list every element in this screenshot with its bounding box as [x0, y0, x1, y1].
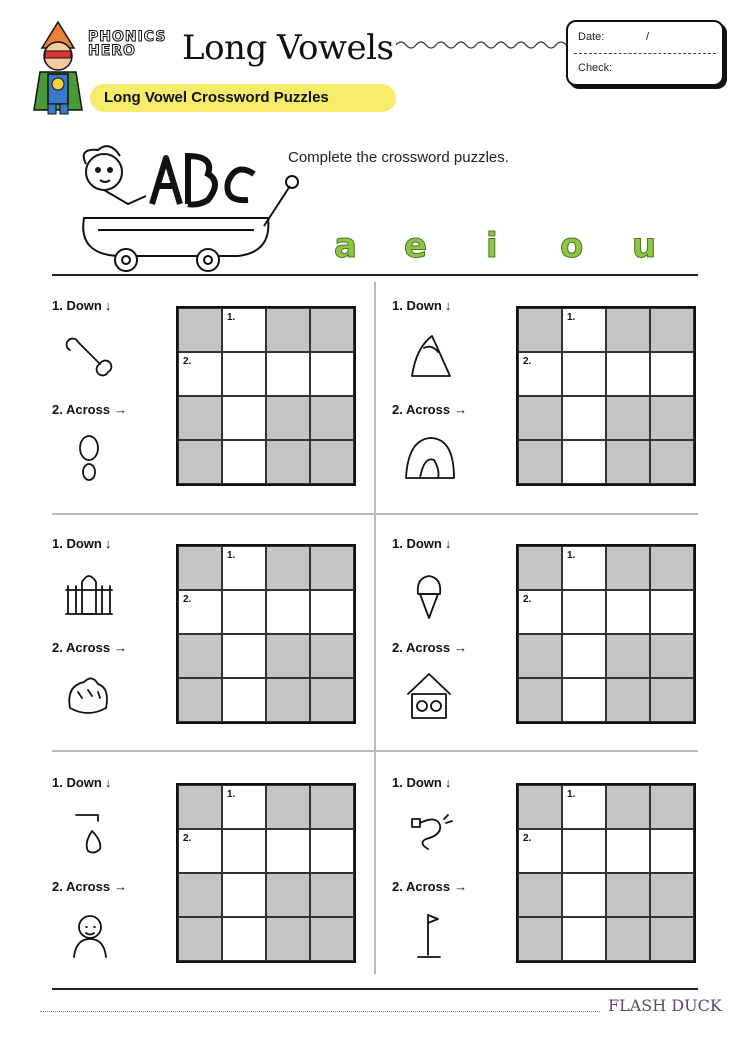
- arrow-across-icon: →: [114, 640, 128, 655]
- clue-down-text: 1. Down: [392, 298, 442, 313]
- clue-across-text: 2. Across: [52, 640, 111, 655]
- blocked-cell: [650, 917, 694, 961]
- blocked-cell: [650, 785, 694, 829]
- blocked-cell: [178, 785, 222, 829]
- arrow-across-icon: →: [114, 402, 128, 417]
- bottom-rule: [52, 988, 698, 990]
- clue-down-label: [52, 536, 111, 551]
- answer-cell[interactable]: [562, 546, 606, 590]
- clue-down-label: [392, 775, 451, 790]
- clue-across-label: [392, 879, 467, 894]
- answer-cell[interactable]: [222, 634, 266, 678]
- clue-number-2: 2.: [523, 356, 532, 367]
- answer-cell[interactable]: [310, 352, 354, 396]
- vowel-u: u: [632, 226, 657, 266]
- clue-down-label: [392, 536, 451, 551]
- blocked-cell: [266, 917, 310, 961]
- blocked-cell: [606, 440, 650, 484]
- blocked-cell: [266, 308, 310, 352]
- answer-cell[interactable]: [518, 829, 562, 873]
- answer-cell[interactable]: [178, 829, 222, 873]
- hose-icon: [402, 805, 456, 859]
- answer-cell[interactable]: [562, 590, 606, 634]
- blocked-cell: [518, 440, 562, 484]
- arrow-down-icon: ↓: [104, 775, 112, 790]
- clue-across-label: [392, 640, 467, 655]
- page-title: Long Vowels: [182, 28, 394, 68]
- blocked-cell: [310, 546, 354, 590]
- answer-cell[interactable]: [222, 440, 266, 484]
- phonics-hero-mascot-icon: [28, 18, 88, 118]
- blocked-cell: [266, 678, 310, 722]
- blocked-cell: [518, 678, 562, 722]
- answer-cell[interactable]: [562, 440, 606, 484]
- hood-icon: [402, 328, 456, 382]
- arrow-across-icon: →: [454, 402, 468, 417]
- answer-cell[interactable]: [650, 829, 694, 873]
- clue-number-1: 1.: [227, 789, 236, 800]
- clue-down-text: 1. Down: [52, 775, 102, 790]
- blocked-cell: [518, 396, 562, 440]
- flag-pole-icon: [402, 907, 456, 961]
- answer-cell[interactable]: [562, 352, 606, 396]
- answer-cell[interactable]: [606, 590, 650, 634]
- home-icon: [402, 668, 456, 722]
- blocked-cell: [178, 917, 222, 961]
- answer-cell[interactable]: [562, 785, 606, 829]
- answer-cell[interactable]: [222, 829, 266, 873]
- worksheet-subtitle: Long Vowel Crossword Puzzles: [104, 89, 329, 106]
- blocked-cell: [518, 308, 562, 352]
- answer-cell[interactable]: [518, 352, 562, 396]
- date-box-divider: [574, 53, 716, 54]
- answer-cell[interactable]: [650, 352, 694, 396]
- clue-number-2: 2.: [183, 594, 192, 605]
- clue-across-label: [392, 402, 467, 417]
- answer-cell[interactable]: [222, 546, 266, 590]
- arrow-across-icon: →: [454, 879, 468, 894]
- vowel-a: a: [334, 226, 357, 266]
- clue-down-text: 1. Down: [52, 536, 102, 551]
- answer-cell[interactable]: [562, 396, 606, 440]
- blocked-cell: [650, 440, 694, 484]
- blocked-cell: [606, 308, 650, 352]
- arrow-down-icon: ↓: [444, 536, 452, 551]
- clue-down-label: [392, 298, 451, 313]
- answer-cell[interactable]: [222, 917, 266, 961]
- cave-icon: [402, 430, 456, 484]
- blocked-cell: [650, 396, 694, 440]
- check-label: Check:: [578, 62, 613, 74]
- clue-across-text: 2. Across: [52, 402, 111, 417]
- blocked-cell: [178, 440, 222, 484]
- date-label: Date:: [578, 31, 605, 43]
- crossword-grid: [176, 544, 356, 724]
- blocked-cell: [518, 785, 562, 829]
- arrow-down-icon: ↓: [444, 298, 452, 313]
- answer-cell[interactable]: [562, 873, 606, 917]
- blocked-cell: [650, 678, 694, 722]
- abc-wagon-illustration-icon: [58, 134, 304, 274]
- answer-cell[interactable]: [562, 308, 606, 352]
- vowel-i: i: [486, 226, 498, 266]
- flash-duck-logo: FLASH DUCK: [608, 996, 722, 1015]
- clue-number-2: 2.: [523, 594, 532, 605]
- answer-cell[interactable]: [222, 308, 266, 352]
- answer-cell[interactable]: [562, 829, 606, 873]
- blocked-cell: [650, 634, 694, 678]
- clue-down-text: 1. Down: [392, 775, 442, 790]
- blocked-cell: [606, 546, 650, 590]
- answer-cell[interactable]: [266, 590, 310, 634]
- clue-number-2: 2.: [183, 833, 192, 844]
- clue-down-text: 1. Down: [392, 536, 442, 551]
- clue-across-text: 2. Across: [392, 640, 451, 655]
- blocked-cell: [178, 634, 222, 678]
- clue-across-text: 2. Across: [52, 879, 111, 894]
- answer-cell[interactable]: [606, 352, 650, 396]
- clue-number-1: 1.: [227, 312, 236, 323]
- crossword-grid: [516, 783, 696, 963]
- answer-cell[interactable]: [518, 590, 562, 634]
- blocked-cell: [178, 546, 222, 590]
- blocked-cell: [650, 546, 694, 590]
- blocked-cell: [266, 396, 310, 440]
- date-separator: /: [646, 31, 650, 43]
- row-divider-1: [52, 513, 698, 515]
- blocked-cell: [606, 785, 650, 829]
- clue-number-1: 1.: [227, 550, 236, 561]
- blocked-cell: [266, 634, 310, 678]
- brand-wordmark: PHONICS HERO: [88, 29, 167, 59]
- blocked-cell: [650, 308, 694, 352]
- answer-cell[interactable]: [222, 352, 266, 396]
- arrow-across-icon: →: [454, 640, 468, 655]
- crossword-grid: [176, 783, 356, 963]
- answer-cell[interactable]: [562, 634, 606, 678]
- clue-across-label: [52, 640, 127, 655]
- shoe-print-icon: [62, 430, 116, 484]
- instruction-text: Complete the crossword puzzles.: [288, 149, 509, 166]
- top-rule: [52, 274, 698, 276]
- bread-icon: [62, 668, 116, 722]
- blocked-cell: [178, 678, 222, 722]
- vowel-e: e: [404, 226, 428, 266]
- wavy-decoration: [396, 38, 568, 52]
- arrow-down-icon: ↓: [444, 775, 452, 790]
- blocked-cell: [310, 873, 354, 917]
- clue-across-label: [52, 879, 127, 894]
- clue-number-1: 1.: [567, 789, 576, 800]
- blocked-cell: [266, 440, 310, 484]
- blocked-cell: [518, 546, 562, 590]
- blocked-cell: [518, 873, 562, 917]
- crossword-grid: [516, 544, 696, 724]
- answer-cell[interactable]: [222, 678, 266, 722]
- bone-icon: [62, 328, 116, 382]
- blocked-cell: [266, 785, 310, 829]
- clue-number-2: 2.: [183, 356, 192, 367]
- blocked-cell: [178, 873, 222, 917]
- clue-number-1: 1.: [567, 550, 576, 561]
- blocked-cell: [310, 396, 354, 440]
- answer-cell[interactable]: [266, 352, 310, 396]
- arrow-down-icon: ↓: [104, 536, 112, 551]
- blocked-cell: [310, 678, 354, 722]
- vowel-o: o: [560, 226, 584, 266]
- clue-across-label: [52, 402, 127, 417]
- answer-cell[interactable]: [178, 590, 222, 634]
- footer-dotted-line: [40, 1011, 600, 1012]
- clue-number-2: 2.: [523, 833, 532, 844]
- blocked-cell: [310, 785, 354, 829]
- crossword-grid: [176, 306, 356, 486]
- blocked-cell: [606, 873, 650, 917]
- blocked-cell: [518, 917, 562, 961]
- blocked-cell: [266, 873, 310, 917]
- arrow-down-icon: ↓: [104, 298, 112, 313]
- answer-cell[interactable]: [222, 873, 266, 917]
- blocked-cell: [310, 917, 354, 961]
- answer-cell[interactable]: [178, 352, 222, 396]
- clue-across-text: 2. Across: [392, 402, 451, 417]
- blocked-cell: [178, 396, 222, 440]
- answer-cell[interactable]: [266, 829, 310, 873]
- row-divider-2: [52, 750, 698, 752]
- clue-number-1: 1.: [567, 312, 576, 323]
- answer-cell[interactable]: [310, 590, 354, 634]
- clue-across-text: 2. Across: [392, 879, 451, 894]
- arrow-across-icon: →: [114, 879, 128, 894]
- clue-down-label: [52, 298, 111, 313]
- gate-icon: [62, 566, 116, 620]
- blocked-cell: [178, 308, 222, 352]
- clue-down-text: 1. Down: [52, 298, 102, 313]
- blocked-cell: [310, 440, 354, 484]
- blocked-cell: [606, 634, 650, 678]
- blocked-cell: [606, 917, 650, 961]
- answer-cell[interactable]: [650, 590, 694, 634]
- blocked-cell: [310, 308, 354, 352]
- clue-down-label: [52, 775, 111, 790]
- answer-cell[interactable]: [606, 829, 650, 873]
- answer-cell[interactable]: [310, 829, 354, 873]
- cute-kid-icon: [62, 907, 116, 961]
- answer-cell[interactable]: [222, 396, 266, 440]
- blocked-cell: [606, 678, 650, 722]
- date-check-box: [566, 20, 724, 86]
- ice-cream-icon: [402, 566, 456, 620]
- answer-cell[interactable]: [562, 917, 606, 961]
- blocked-cell: [518, 634, 562, 678]
- answer-cell[interactable]: [222, 785, 266, 829]
- blocked-cell: [650, 873, 694, 917]
- answer-cell[interactable]: [222, 590, 266, 634]
- crossword-grid: [516, 306, 696, 486]
- blocked-cell: [310, 634, 354, 678]
- blocked-cell: [606, 396, 650, 440]
- column-divider: [374, 282, 376, 974]
- answer-cell[interactable]: [562, 678, 606, 722]
- blocked-cell: [266, 546, 310, 590]
- drop-icon: [62, 805, 116, 859]
